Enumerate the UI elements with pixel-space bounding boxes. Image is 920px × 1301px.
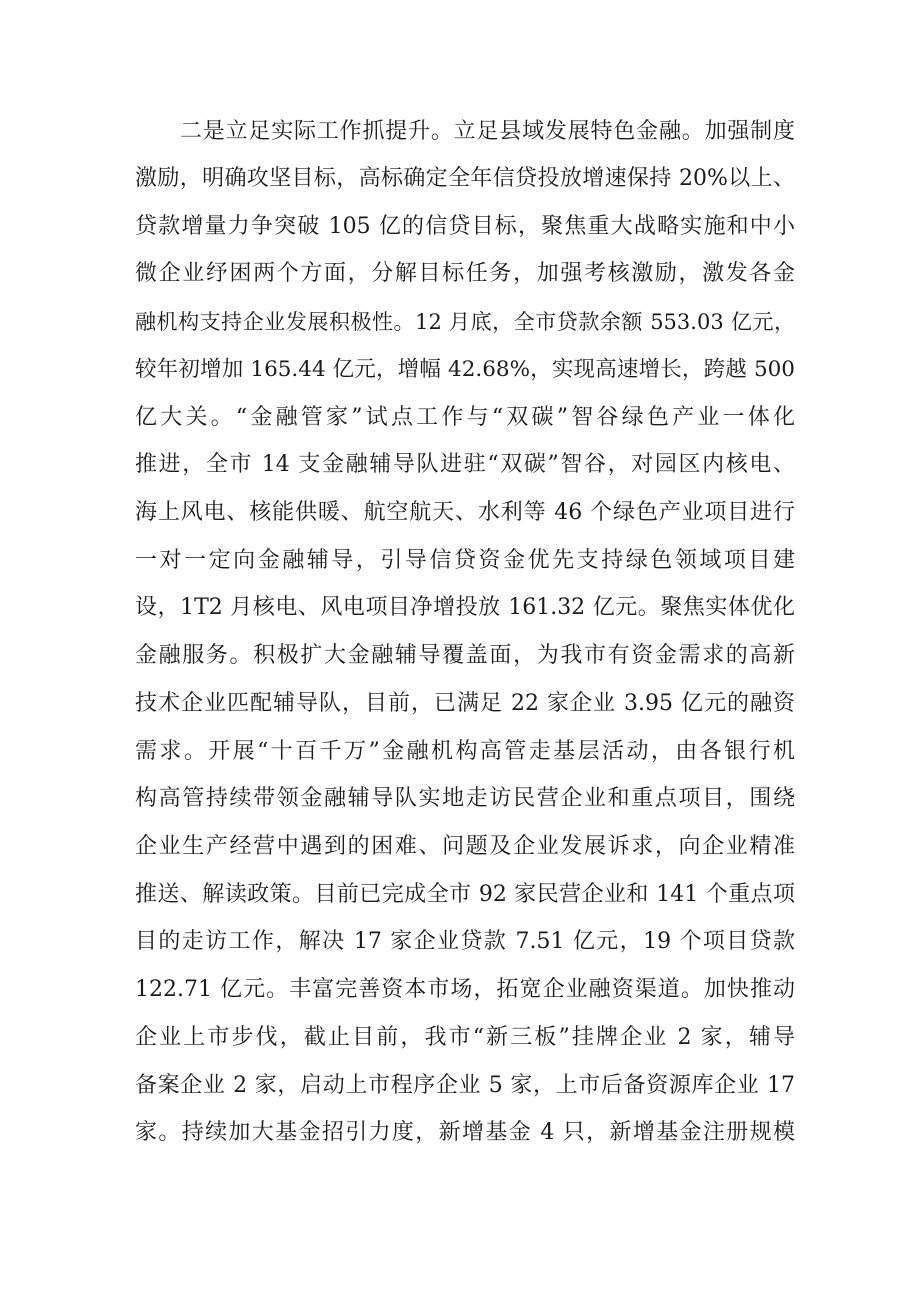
paragraph-line-13: 技术企业匹配辅导队，目前，已满足 22 家企业 3.95 亿元的融资	[135, 691, 795, 716]
paragraph-line-15: 构高管持续带领金融辅导队实地走访民营企业和重点项目，围绕	[135, 786, 795, 811]
paragraph-line-14: 需求。开展“十百千万”金融机构高管走基层活动，由各银行机	[135, 739, 795, 764]
paragraph-line-4: 微企业纾困两个方面，分解目标任务，加强考核激励，激发各金	[135, 261, 795, 286]
paragraph-line-18: 目的走访工作，解决 17 家企业贷款 7.51 亿元，19 个项目贷款	[135, 929, 795, 954]
paragraph-line-22: 家。持续加大基金招引力度，新增基金 4 只，新增基金注册规模	[135, 1120, 795, 1145]
paragraph-line-10: 一对一定向金融辅导，引导信贷资金优先支持绿色领域项目建	[135, 548, 795, 573]
paragraph-line-3: 贷款增量力争突破 105 亿的信贷目标，聚焦重大战略实施和中小	[135, 214, 795, 239]
paragraph-line-1: 二是立足实际工作抓提升。立足县域发展特色金融。加强制度	[180, 119, 795, 144]
paragraph-line-20: 企业上市步伐，截止目前，我市“新三板”挂牌企业 2 家，辅导	[135, 1025, 795, 1050]
paragraph-line-9: 海上风电、核能供暖、航空航天、水利等 46 个绿色产业项目进行	[135, 500, 795, 525]
paragraph-line-11: 设，1T2 月核电、风电项目净增投放 161.32 亿元。聚焦实体优化	[135, 595, 795, 620]
paragraph-line-2: 激励，明确攻坚目标，高标确定全年信贷投放增速保持 20%以上、	[135, 166, 795, 191]
paragraph-line-12: 金融服务。积极扩大金融辅导覆盖面，为我市有资金需求的高新	[135, 643, 795, 668]
paragraph-line-21: 备案企业 2 家，启动上市程序企业 5 家，上市后备资源库企业 17	[135, 1073, 795, 1098]
paragraph-line-8: 推进，全市 14 支金融辅导队进驻“双碳”智谷，对园区内核电、	[135, 452, 795, 477]
paragraph-line-6: 较年初增加 165.44 亿元，增幅 42.68%，实现高速增长，跨越 500	[135, 357, 795, 382]
paragraph-line-5: 融机构支持企业发展积极性。12 月底，全市贷款余额 553.03 亿元，	[135, 310, 795, 334]
paragraph-line-16: 企业生产经营中遇到的困难、问题及企业发展诉求，向企业精准	[135, 834, 795, 859]
paragraph-line-7: 亿大关。“金融管家”试点工作与“双碳”智谷绿色产业一体化	[135, 405, 795, 430]
paragraph-line-17: 推送、解读政策。目前已完成全市 92 家民营企业和 141 个重点项	[135, 882, 795, 907]
paragraph-line-19: 122.71 亿元。丰富完善资本市场，拓宽企业融资渠道。加快推动	[135, 977, 795, 1002]
